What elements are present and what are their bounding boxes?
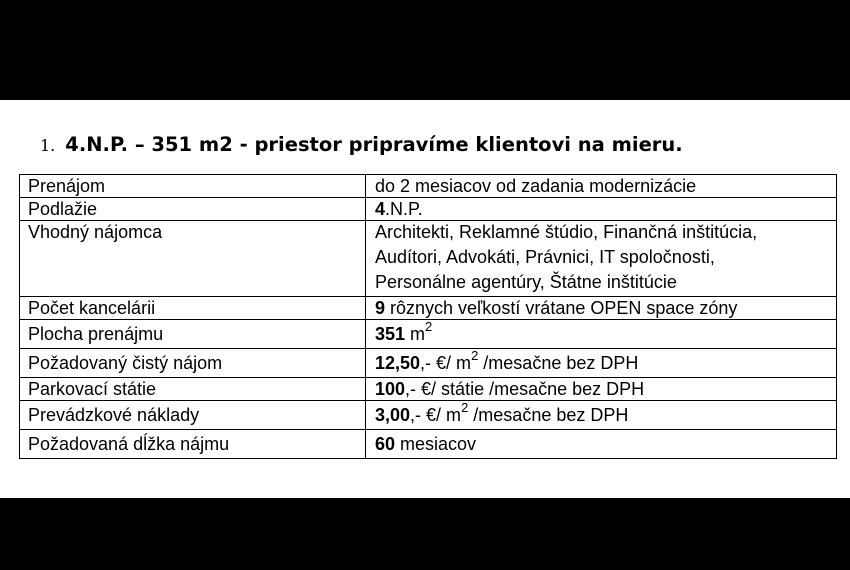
row-value xyxy=(366,430,837,459)
value-text: mesiacov xyxy=(395,434,477,454)
table-row xyxy=(20,430,837,459)
row-label: Počet kancelárii xyxy=(20,297,366,320)
section-heading xyxy=(40,133,683,156)
row-label: Požadovaný čistý nájom xyxy=(20,349,366,378)
value-text: .N.P. xyxy=(385,199,423,219)
row-label: Podlažie xyxy=(20,198,366,221)
value-text: m xyxy=(405,324,426,344)
value-emphasis: 3,00 xyxy=(375,405,411,425)
row-value xyxy=(366,221,837,297)
row-value xyxy=(366,198,837,221)
row-value xyxy=(366,401,837,430)
value-line: Personálne agentúry, Štátne inštitúcie xyxy=(375,272,677,292)
table-row xyxy=(20,349,837,378)
value-text: ,- €/ m xyxy=(420,353,472,373)
value-line: Audítori, Advokáti, Právnici, IT spoločnosti, xyxy=(375,247,715,267)
superscript-2: 2 xyxy=(461,400,469,415)
value-tail: /mesačne bez DPH xyxy=(468,405,629,425)
row-label: Požadovaná dĺžka nájmu xyxy=(20,430,366,459)
table-row xyxy=(20,378,837,401)
value-text: ,- €/ m xyxy=(410,405,462,425)
row-label: Prenájom xyxy=(20,175,366,198)
row-value xyxy=(366,349,837,378)
row-value xyxy=(366,378,837,401)
value-emphasis: 60 xyxy=(375,434,396,454)
value-emphasis: 4 xyxy=(375,199,386,219)
value-text: ,- €/ státie /mesačne bez DPH xyxy=(405,379,645,399)
table-row xyxy=(20,221,837,297)
heading-text: 4.N.P. – 351 m2 - priestor pripravíme klientovi na mieru. xyxy=(65,133,683,156)
value-line: Architekti, Reklamné štúdio, Finančná inštitúcia, xyxy=(375,222,758,242)
heading-number: 1. xyxy=(40,136,56,155)
value-emphasis: 9 xyxy=(375,298,386,318)
table-row xyxy=(20,401,837,430)
value-tail: /mesačne bez DPH xyxy=(478,353,639,373)
row-value: do 2 mesiacov od zadania modernizácie xyxy=(366,175,837,198)
row-value xyxy=(366,297,837,320)
table-row xyxy=(20,175,837,198)
rental-spec-table xyxy=(19,174,837,459)
row-label: Parkovací státie xyxy=(20,378,366,401)
value-text: rôznych veľkostí vrátane OPEN space zóny xyxy=(385,298,738,318)
table-row xyxy=(20,198,837,221)
superscript-2: 2 xyxy=(425,319,433,334)
row-label: Vhodný nájomca xyxy=(20,221,366,297)
value-emphasis: 100 xyxy=(375,379,406,399)
table-row xyxy=(20,297,837,320)
value-emphasis: 12,50 xyxy=(375,353,421,373)
superscript-2: 2 xyxy=(471,348,479,363)
value-emphasis: 351 xyxy=(375,324,406,344)
row-value xyxy=(366,320,837,349)
row-label: Prevádzkové náklady xyxy=(20,401,366,430)
table-row xyxy=(20,320,837,349)
row-label: Plocha prenájmu xyxy=(20,320,366,349)
slide-page xyxy=(0,100,850,498)
